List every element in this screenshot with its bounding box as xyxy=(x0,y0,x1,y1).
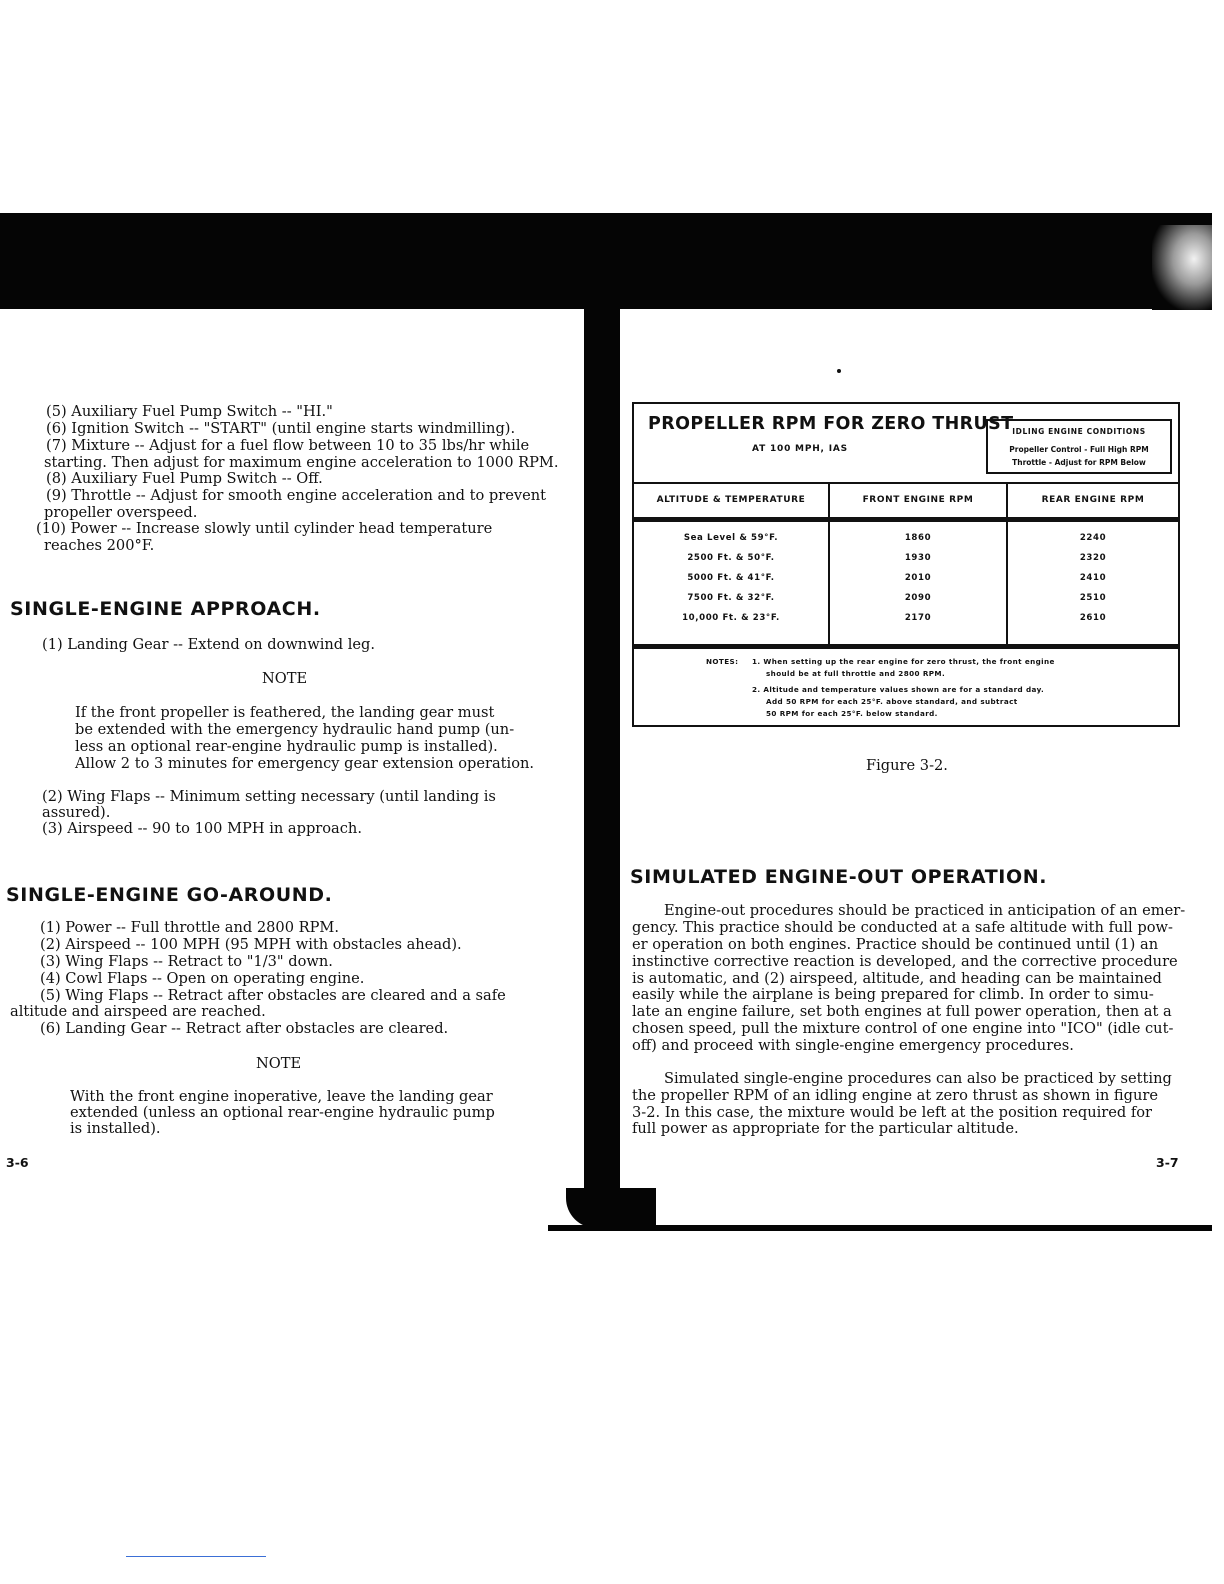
goaround-note-line-1: With the front engine inoperative, leave the landing gear xyxy=(70,1088,493,1105)
row-2-rear: 2320 xyxy=(1079,553,1107,563)
goaround-step-1: (1) Power -- Full throttle and 2800 RPM. xyxy=(40,919,340,936)
step-9-cont: propeller overspeed. xyxy=(44,504,198,521)
table-subtitle: AT 100 MPH, IAS xyxy=(752,444,848,454)
row-4-altitude: 7500 Ft. & 32°F. xyxy=(687,593,775,603)
idle-conditions-box xyxy=(986,419,1172,474)
figure-caption: Figure 3-2. xyxy=(866,757,948,774)
approach-note-line-3: less an optional rear-engine hydraulic pump is installed). xyxy=(75,738,498,755)
goaround-step-5-cont: altitude and airspeed are reached. xyxy=(10,1003,266,1020)
idle-conditions-line-1: Propeller Control - Full High RPM xyxy=(1009,445,1149,454)
row-3-altitude: 5000 Ft. & 41°F. xyxy=(687,573,775,583)
row-3-rear: 2410 xyxy=(1079,573,1107,583)
goaround-note-line-3: is installed). xyxy=(70,1120,161,1137)
step-10-cont: reaches 200°F. xyxy=(44,537,155,554)
goaround-step-6: (6) Landing Gear -- Retract after obstacles are cleared. xyxy=(40,1020,449,1037)
goaround-note-label: NOTE xyxy=(256,1055,302,1072)
approach-heading: SINGLE-ENGINE APPROACH. xyxy=(10,598,321,620)
goaround-step-4: (4) Cowl Flaps -- Open on operating engine. xyxy=(40,970,365,987)
goaround-step-2: (2) Airspeed -- 100 MPH (95 MPH with obstacles ahead). xyxy=(40,936,462,953)
footer-link-underline xyxy=(126,1556,266,1557)
para2-line-2: the propeller RPM of an idling engine at zero thrust as shown in figure xyxy=(632,1087,1158,1104)
para1-line-4: instinctive corrective reaction is developed, and the corrective procedure xyxy=(632,953,1178,970)
step-6: (6) Ignition Switch -- "START" (until engine starts windmilling). xyxy=(46,420,516,437)
row-3-front: 2010 xyxy=(904,573,932,583)
header-rear-rpm: REAR ENGINE RPM xyxy=(1041,495,1145,505)
scan-speck xyxy=(837,369,841,373)
simulated-heading: SIMULATED ENGINE-OUT OPERATION. xyxy=(630,866,1048,888)
scan-black-band xyxy=(0,213,1212,309)
row-2-altitude: 2500 Ft. & 50°F. xyxy=(687,553,775,563)
row-4-front: 2090 xyxy=(904,593,932,603)
approach-step-1: (1) Landing Gear -- Extend on downwind leg. xyxy=(42,636,376,653)
idle-conditions-line-2: Throttle - Adjust for RPM Below xyxy=(1012,458,1146,467)
zero-thrust-table xyxy=(632,402,1180,727)
header-altitude: ALTITUDE & TEMPERATURE xyxy=(656,495,806,505)
scan-smudge xyxy=(1152,225,1212,310)
goaround-step-3: (3) Wing Flaps -- Retract to "1/3" down. xyxy=(40,953,333,970)
approach-note-label: NOTE xyxy=(262,670,308,687)
note-1-line-2: should be at full throttle and 2800 RPM. xyxy=(766,669,946,678)
table-title: PROPELLER RPM FOR ZERO THRUST xyxy=(648,414,1014,434)
para1-line-6: easily while the airplane is being prepared for climb. In order to simu- xyxy=(632,986,1154,1003)
approach-step-3: (3) Airspeed -- 90 to 100 MPH in approach. xyxy=(42,820,362,837)
table-data-bottom-rule xyxy=(634,644,1178,649)
book-spine-shadow-bottom xyxy=(566,1188,656,1228)
row-1-rear: 2240 xyxy=(1079,533,1107,543)
book-spine-shadow xyxy=(584,305,620,1225)
row-5-front: 2170 xyxy=(904,613,932,623)
goaround-note-line-2: extended (unless an optional rear-engine hydraulic pump xyxy=(70,1104,495,1121)
step-9: (9) Throttle -- Adjust for smooth engine acceleration and to prevent xyxy=(46,487,546,504)
para1-line-5: is automatic, and (2) airspeed, altitude, and heading can be maintained xyxy=(632,970,1162,987)
approach-step-2-cont: assured). xyxy=(42,804,111,821)
approach-note-line-4: Allow 2 to 3 minutes for emergency gear extension operation. xyxy=(75,755,535,772)
row-5-rear: 2610 xyxy=(1079,613,1107,623)
row-4-rear: 2510 xyxy=(1079,593,1107,603)
page-number-right: 3-7 xyxy=(1156,1155,1179,1170)
para2-line-3: 3-2. In this case, the mixture would be left at the position required for xyxy=(632,1104,1153,1121)
step-10: (10) Power -- Increase slowly until cylinder head temperature xyxy=(36,520,493,537)
para2-line-1: Simulated single-engine procedures can also be practiced by setting xyxy=(664,1070,1172,1087)
page-number-left: 3-6 xyxy=(6,1155,29,1170)
goaround-heading: SINGLE-ENGINE GO-AROUND. xyxy=(6,884,333,906)
idle-conditions-title: IDLING ENGINE CONDITIONS xyxy=(1012,427,1146,436)
step-5: (5) Auxiliary Fuel Pump Switch -- "HI." xyxy=(46,403,333,420)
approach-note-line-2: be extended with the emergency hydraulic hand pump (un- xyxy=(75,721,515,738)
para1-line-2: gency. This practice should be conducted at a safe altitude with full pow- xyxy=(632,919,1173,936)
para1-line-8: chosen speed, pull the mixture control of one engine into "ICO" (idle cut- xyxy=(632,1020,1174,1037)
note-2-line-2: Add 50 RPM for each 25°F. above standard, and subtract xyxy=(766,697,1018,706)
step-8: (8) Auxiliary Fuel Pump Switch -- Off. xyxy=(46,470,323,487)
para1-line-9: off) and proceed with single-engine emergency procedures. xyxy=(632,1037,1074,1054)
notes-label: NOTES: xyxy=(706,657,739,666)
approach-step-2: (2) Wing Flaps -- Minimum setting necessary (until landing is xyxy=(42,788,496,805)
para1-line-7: late an engine failure, set both engines at full power operation, then at a xyxy=(632,1003,1172,1020)
note-2-line-3: 50 RPM for each 25°F. below standard. xyxy=(766,709,938,718)
para1-line-1: Engine-out procedures should be practiced in anticipation of an emer- xyxy=(664,902,1186,919)
row-2-front: 1930 xyxy=(904,553,932,563)
goaround-step-5: (5) Wing Flaps -- Retract after obstacles are cleared and a safe xyxy=(40,987,506,1004)
para2-line-4: full power as appropriate for the particular altitude. xyxy=(632,1120,1019,1137)
step-7-cont: starting. Then adjust for maximum engine acceleration to 1000 RPM. xyxy=(44,454,559,471)
row-1-front: 1860 xyxy=(904,533,932,543)
header-front-rpm: FRONT ENGINE RPM xyxy=(862,495,974,505)
table-header-row xyxy=(634,482,1178,522)
note-2-line-1: 2. Altitude and temperature values shown are for a standard day. xyxy=(752,685,1045,694)
row-5-altitude: 10,000 Ft. & 23°F. xyxy=(682,613,780,623)
page-bottom-rule xyxy=(548,1225,1212,1231)
note-1-line-1: 1. When setting up the rear engine for zero thrust, the front engine xyxy=(752,657,1055,666)
para1-line-3: er operation on both engines. Practice should be continued until (1) an xyxy=(632,936,1159,953)
step-7: (7) Mixture -- Adjust for a fuel flow between 10 to 35 lbs/hr while xyxy=(46,437,530,454)
approach-note-line-1: If the front propeller is feathered, the landing gear must xyxy=(75,704,495,721)
row-1-altitude: Sea Level & 59°F. xyxy=(683,533,779,543)
